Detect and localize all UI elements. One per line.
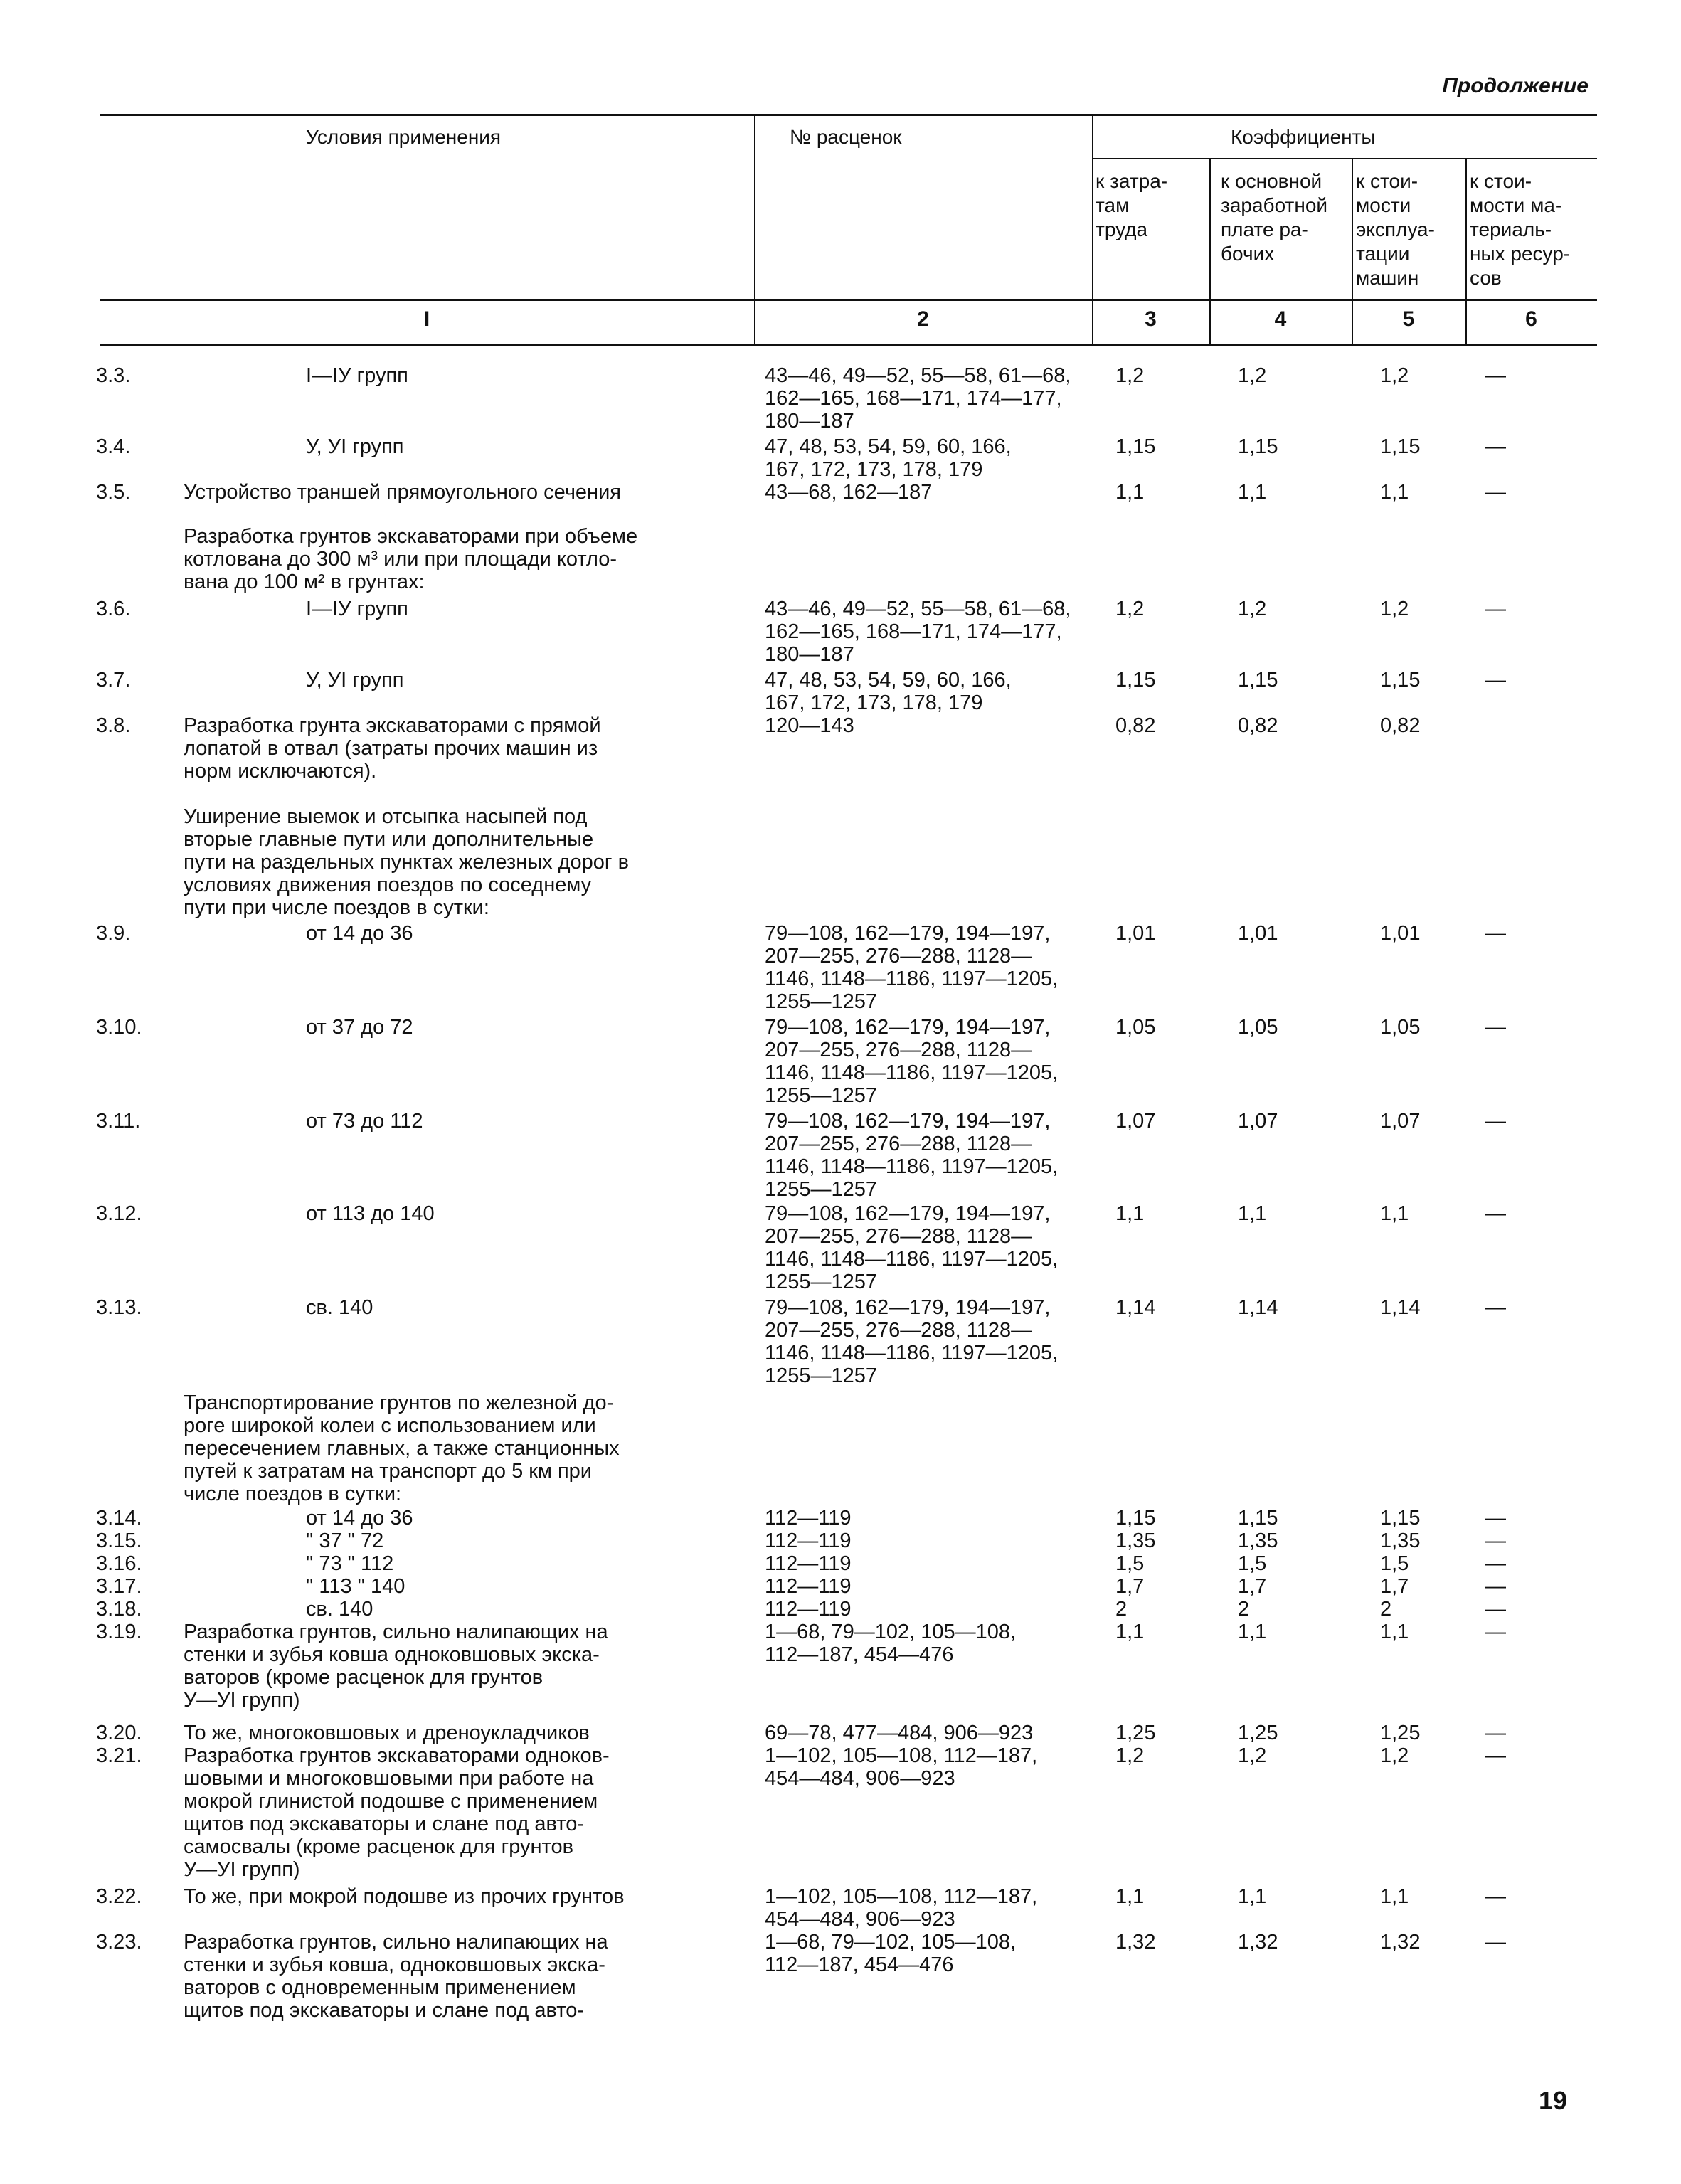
- row-coef-wage: 1,1: [1238, 1885, 1267, 1908]
- header-top-rule: [100, 114, 1597, 116]
- header-coefficients: Коэффициенты: [1231, 126, 1376, 148]
- row-coef-machines: 1,2: [1380, 1744, 1409, 1767]
- row-rates: 79—108, 162—179, 194—197, 207—255, 276—288, 1128— 1146, 1148—1186, 1197—1205, 1255—1257: [765, 1016, 1059, 1107]
- row-coef-wage: 1,2: [1238, 1744, 1267, 1767]
- row-rates: 112—119: [765, 1507, 852, 1530]
- row-coef-wage: 1,15: [1238, 1507, 1278, 1530]
- row-number: 3.15.: [96, 1530, 142, 1552]
- row-number: 3.6.: [96, 598, 131, 620]
- row-coef-machines: 1,07: [1380, 1110, 1421, 1133]
- row-coef-materials: —: [1485, 1598, 1506, 1621]
- row-coef-labor: 1,1: [1115, 1621, 1145, 1643]
- row-rates: 112—119: [765, 1530, 852, 1552]
- row-rates: 1—102, 105—108, 112—187, 454—484, 906—923: [765, 1744, 1038, 1790]
- row-coef-wage: 1,25: [1238, 1722, 1278, 1744]
- row-coef-machines: 1,35: [1380, 1530, 1421, 1552]
- row-rates: 43—46, 49—52, 55—58, 61—68, 162—165, 168—171, 174—177, 180—187: [765, 598, 1071, 666]
- row-coef-labor: 1,15: [1115, 669, 1156, 691]
- row-coef-machines: 1,1: [1380, 481, 1409, 504]
- row-coef-labor: 1,32: [1115, 1931, 1156, 1954]
- row-number: 3.20.: [96, 1722, 142, 1744]
- row-coef-wage: 1,1: [1238, 1202, 1267, 1225]
- row-coef-machines: 0,82: [1380, 714, 1421, 737]
- row-coef-wage: 1,15: [1238, 435, 1278, 458]
- row-number: 3.12.: [96, 1202, 142, 1225]
- row-rates: 47, 48, 53, 54, 59, 60, 166, 167, 172, 173, 178, 179: [765, 669, 1012, 714]
- row-coef-materials: —: [1485, 1507, 1506, 1530]
- row-rates: 112—119: [765, 1575, 852, 1598]
- row-coef-materials: —: [1485, 1885, 1506, 1908]
- row-coef-materials: —: [1485, 1530, 1506, 1552]
- header-labor: к затра- там труда: [1096, 170, 1168, 240]
- row-conditions: от 14 до 36: [306, 922, 413, 945]
- row-rates: 120—143: [765, 714, 854, 737]
- row-coef-machines: 1,14: [1380, 1296, 1421, 1319]
- row-coef-labor: 1,1: [1115, 1202, 1145, 1225]
- row-coef-labor: 1,15: [1115, 435, 1156, 458]
- colnum-bottom-rule: [100, 344, 1597, 346]
- row-coef-labor: 1,7: [1115, 1575, 1145, 1598]
- row-coef-machines: 1,1: [1380, 1885, 1409, 1908]
- row-coef-wage: 1,1: [1238, 481, 1267, 504]
- header-materials: к стои- мости ма- териаль- ных ресур- сов: [1470, 170, 1571, 289]
- row-conditions: " 73 " 112: [306, 1552, 394, 1575]
- row-coef-materials: —: [1485, 1575, 1506, 1598]
- row-coef-labor: 1,2: [1115, 1744, 1145, 1767]
- row-coef-wage: 1,5: [1238, 1552, 1267, 1575]
- row-coef-materials: —: [1485, 364, 1506, 387]
- row-coef-wage: 1,05: [1238, 1016, 1278, 1039]
- row-number: 3.13.: [96, 1296, 142, 1319]
- row-coef-wage: 0,82: [1238, 714, 1278, 737]
- row-rates: 79—108, 162—179, 194—197, 207—255, 276—288, 1128— 1146, 1148—1186, 1197—1205, 1255—1257: [765, 922, 1059, 1013]
- row-coef-labor: 1,5: [1115, 1552, 1145, 1575]
- colnum-4: 4: [1274, 307, 1287, 331]
- row-number: 3.22.: [96, 1885, 142, 1908]
- row-conditions: от 73 до 112: [306, 1110, 423, 1133]
- page-number: 19: [1538, 2086, 1567, 2115]
- row-coef-labor: 1,2: [1115, 598, 1145, 620]
- row-rates: 1—68, 79—102, 105—108, 112—187, 454—476: [765, 1621, 1017, 1666]
- row-coef-wage: 1,01: [1238, 922, 1278, 945]
- row-conditions: То же, многоковшовых и дреноукладчиков: [184, 1722, 590, 1744]
- row-conditions: I—IУ групп: [306, 364, 408, 387]
- row-conditions: от 37 до 72: [306, 1016, 413, 1039]
- row-rates: 69—78, 477—484, 906—923: [765, 1722, 1034, 1744]
- row-coef-wage: 1,15: [1238, 669, 1278, 691]
- row-number: 3.19.: [96, 1621, 142, 1643]
- row-coef-machines: 1,25: [1380, 1722, 1421, 1744]
- row-coef-machines: 1,05: [1380, 1016, 1421, 1039]
- header-rates: № расценок: [790, 126, 902, 148]
- row-number: 3.4.: [96, 435, 131, 458]
- row-coef-wage: 1,07: [1238, 1110, 1278, 1133]
- row-coef-machines: 2: [1380, 1598, 1392, 1621]
- row-coef-machines: 1,32: [1380, 1931, 1421, 1954]
- row-coef-materials: —: [1485, 1110, 1506, 1133]
- row-conditions: Транспортирование грунтов по железной до- роге широкой колеи с использованием или пересечением главных, а также станционных путей к затратам на транспорт до 5 км при числе поездов в сутки:: [184, 1391, 620, 1505]
- row-coef-labor: 1,07: [1115, 1110, 1156, 1133]
- row-coef-materials: —: [1485, 1621, 1506, 1643]
- row-rates: 79—108, 162—179, 194—197, 207—255, 276—288, 1128— 1146, 1148—1186, 1197—1205, 1255—1257: [765, 1202, 1059, 1293]
- row-coef-labor: 1,15: [1115, 1507, 1156, 1530]
- row-number: 3.11.: [96, 1110, 141, 1133]
- row-conditions: св. 140: [306, 1296, 373, 1319]
- row-coef-wage: 2: [1238, 1598, 1250, 1621]
- row-conditions: " 37 " 72: [306, 1530, 384, 1552]
- row-number: 3.18.: [96, 1598, 142, 1621]
- row-number: 3.3.: [96, 364, 131, 387]
- header-conditions: Условия применения: [306, 126, 502, 148]
- row-conditions: " 113 " 140: [306, 1575, 405, 1598]
- row-coef-labor: 1,1: [1115, 1885, 1145, 1908]
- row-conditions: Уширение выемок и отсыпка насыпей под вторые главные пути или дополнительные пути на раздельных пунктах железных дорог в условиях движения поездов по соседнему пути при числе поездов в сутки:: [184, 805, 629, 919]
- row-conditions: от 113 до 140: [306, 1202, 435, 1225]
- continuation-label: Продолжение: [1442, 74, 1589, 97]
- header-bottom-rule: [100, 299, 1597, 301]
- colnum-5: 5: [1402, 307, 1415, 331]
- row-number: 3.9.: [96, 922, 131, 945]
- row-number: 3.14.: [96, 1507, 142, 1530]
- row-coef-labor: 1,05: [1115, 1016, 1156, 1039]
- row-coef-wage: 1,32: [1238, 1931, 1278, 1954]
- coef-sub-rule: [1092, 158, 1597, 159]
- row-conditions: То же, при мокрой подошве из прочих грунтов: [184, 1885, 625, 1908]
- row-coef-machines: 1,1: [1380, 1202, 1409, 1225]
- row-conditions: от 14 до 36: [306, 1507, 413, 1530]
- row-coef-wage: 1,14: [1238, 1296, 1278, 1319]
- row-coef-materials: —: [1485, 481, 1506, 504]
- row-conditions: Разработка грунтов, сильно налипающих на стенки и зубья ковша одноковшовых экска- ваторов (кроме расценок для грунтов У—УI групп): [184, 1621, 608, 1712]
- row-coef-materials: —: [1485, 435, 1506, 458]
- colnum-3: 3: [1145, 307, 1157, 331]
- row-number: 3.21.: [96, 1744, 142, 1767]
- row-coef-machines: 1,1: [1380, 1621, 1409, 1643]
- row-coef-labor: 1,35: [1115, 1530, 1156, 1552]
- row-conditions: Разработка грунтов экскаваторами одноков- шовыми и многоковшовыми при работе на мокрой глинистой подошве с применением щитов под экскаваторы и слане под авто- самосвалы (кроме расценок для грунтов У—УI групп): [184, 1744, 610, 1881]
- row-number: 3.7.: [96, 669, 131, 691]
- row-coef-materials: —: [1485, 1552, 1506, 1575]
- row-coef-wage: 1,2: [1238, 598, 1267, 620]
- row-rates: 112—119: [765, 1598, 852, 1621]
- row-coef-materials: —: [1485, 598, 1506, 620]
- row-coef-machines: 1,15: [1380, 669, 1421, 691]
- row-rates: 79—108, 162—179, 194—197, 207—255, 276—288, 1128— 1146, 1148—1186, 1197—1205, 1255—1257: [765, 1110, 1059, 1201]
- row-coef-labor: 1,2: [1115, 364, 1145, 387]
- row-conditions: У, УI групп: [306, 669, 404, 691]
- row-coef-wage: 1,1: [1238, 1621, 1267, 1643]
- row-rates: 79—108, 162—179, 194—197, 207—255, 276—288, 1128— 1146, 1148—1186, 1197—1205, 1255—1257: [765, 1296, 1059, 1387]
- row-coef-machines: 1,01: [1380, 922, 1421, 945]
- row-coef-labor: 2: [1115, 1598, 1128, 1621]
- row-conditions: Разработка грунтов, сильно налипающих на стенки и зубья ковша, одноковшовых экска- ваторов с одновременным применением щитов под экскаваторы и слане под авто-: [184, 1931, 608, 2022]
- row-coef-materials: —: [1485, 1722, 1506, 1744]
- row-rates: 112—119: [765, 1552, 852, 1575]
- header-machines: к стои- мости эксплуа- тации машин: [1356, 170, 1435, 289]
- row-rates: 1—68, 79—102, 105—108, 112—187, 454—476: [765, 1931, 1017, 1976]
- row-conditions: св. 140: [306, 1598, 373, 1621]
- colnum-2: 2: [917, 307, 929, 331]
- row-conditions: Устройство траншей прямоугольного сечения: [184, 481, 621, 504]
- header-wage: к основной заработной плате ра- бочих: [1221, 170, 1328, 265]
- row-number: 3.23.: [96, 1931, 142, 1954]
- row-conditions: Разработка грунтов экскаваторами при объеме котлована до 300 м³ или при площади котло- вана до 100 м² в грунтах:: [184, 525, 638, 593]
- row-coef-materials: —: [1485, 1202, 1506, 1225]
- colnum-1: I: [423, 307, 430, 331]
- row-rates: 47, 48, 53, 54, 59, 60, 166, 167, 172, 173, 178, 179: [765, 435, 1012, 481]
- row-number: 3.16.: [96, 1552, 142, 1575]
- row-coef-wage: 1,7: [1238, 1575, 1267, 1598]
- colnum-6: 6: [1525, 307, 1537, 331]
- row-coef-machines: 1,2: [1380, 364, 1409, 387]
- row-conditions: У, УI групп: [306, 435, 404, 458]
- row-number: 3.8.: [96, 714, 131, 737]
- row-coef-labor: 0,82: [1115, 714, 1156, 737]
- row-coef-materials: —: [1485, 922, 1506, 945]
- row-conditions: I—IУ групп: [306, 598, 408, 620]
- row-coef-labor: 1,1: [1115, 481, 1145, 504]
- row-coef-materials: —: [1485, 1744, 1506, 1767]
- row-coef-materials: —: [1485, 1016, 1506, 1039]
- row-coef-labor: 1,01: [1115, 922, 1156, 945]
- row-number: 3.5.: [96, 481, 131, 504]
- row-coef-labor: 1,25: [1115, 1722, 1156, 1744]
- row-coef-labor: 1,14: [1115, 1296, 1156, 1319]
- row-coef-machines: 1,7: [1380, 1575, 1409, 1598]
- row-coef-machines: 1,15: [1380, 435, 1421, 458]
- row-coef-materials: —: [1485, 669, 1506, 691]
- row-coef-wage: 1,35: [1238, 1530, 1278, 1552]
- row-rates: 43—46, 49—52, 55—58, 61—68, 162—165, 168—171, 174—177, 180—187: [765, 364, 1071, 433]
- row-rates: 1—102, 105—108, 112—187, 454—484, 906—923: [765, 1885, 1038, 1931]
- row-coef-machines: 1,5: [1380, 1552, 1409, 1575]
- row-conditions: Разработка грунта экскаваторами с прямой лопатой в отвал (затраты прочих машин из норм исключаются).: [184, 714, 601, 783]
- row-coef-machines: 1,2: [1380, 598, 1409, 620]
- row-coef-wage: 1,2: [1238, 364, 1267, 387]
- row-coef-machines: 1,15: [1380, 1507, 1421, 1530]
- row-coef-materials: —: [1485, 1296, 1506, 1319]
- row-number: 3.17.: [96, 1575, 142, 1598]
- row-number: 3.10.: [96, 1016, 142, 1039]
- row-rates: 43—68, 162—187: [765, 481, 933, 504]
- row-coef-materials: —: [1485, 1931, 1506, 1954]
